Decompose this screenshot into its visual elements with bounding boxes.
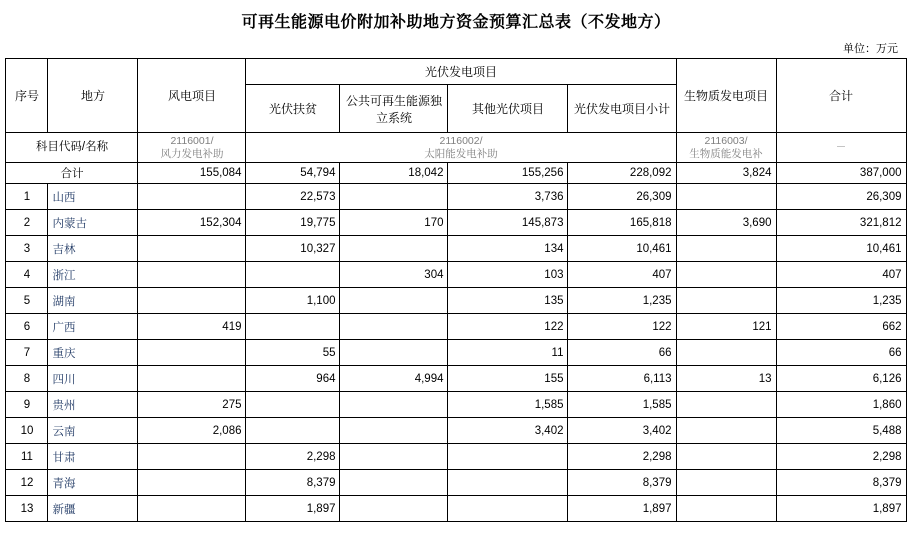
row-biomass: [676, 496, 776, 522]
col-header-biomass: 生物质发电项目: [676, 59, 776, 133]
table-header-row-1: [6, 59, 906, 85]
total-row-total: 387,000: [776, 163, 906, 184]
row-total: 1,897: [776, 496, 906, 522]
subject-code-row: [6, 133, 906, 163]
row-index: 2: [6, 210, 48, 236]
row-solar-other: 3,736: [448, 184, 568, 210]
row-biomass: [676, 184, 776, 210]
row-wind: [138, 262, 246, 288]
row-wind: [138, 288, 246, 314]
row-place: 内蒙古: [48, 210, 138, 236]
table-row: [6, 210, 906, 236]
table-row: [6, 262, 906, 288]
row-solar-poverty: 964: [246, 366, 340, 392]
row-solar-other: 122: [448, 314, 568, 340]
total-row-solar-poverty: 54,794: [246, 163, 340, 184]
budget-summary-table: [5, 58, 906, 522]
row-solar-subtotal: 10,461: [568, 236, 676, 262]
row-place: 甘肃: [48, 444, 138, 470]
row-solar-subtotal: 165,818: [568, 210, 676, 236]
row-index: 8: [6, 366, 48, 392]
row-solar-other: 145,873: [448, 210, 568, 236]
row-solar-other: 1,585: [448, 392, 568, 418]
subject-code-label: 科目代码/名称: [6, 133, 138, 163]
row-solar-public: [340, 340, 448, 366]
row-biomass: 13: [676, 366, 776, 392]
table-row: [6, 314, 906, 340]
row-index: 3: [6, 236, 48, 262]
row-solar-other: [448, 444, 568, 470]
row-solar-public: [340, 496, 448, 522]
row-solar-other: 134: [448, 236, 568, 262]
row-index: 11: [6, 444, 48, 470]
total-row-solar-other: 155,256: [448, 163, 568, 184]
row-biomass: [676, 262, 776, 288]
table-row: [6, 418, 906, 444]
row-solar-subtotal: 26,309: [568, 184, 676, 210]
subject-code-biomass-name: 生物质能发电补: [689, 147, 763, 160]
subject-code-solar: [246, 133, 676, 163]
row-index: 13: [6, 496, 48, 522]
row-biomass: [676, 444, 776, 470]
col-header-solar-subtotal: 光伏发电项目小计: [568, 85, 676, 133]
row-solar-subtotal: 3,402: [568, 418, 676, 444]
row-solar-subtotal: 407: [568, 262, 676, 288]
col-header-wind: 风电项目: [138, 59, 246, 133]
row-index: 6: [6, 314, 48, 340]
subject-code-wind-code: 2116001/: [170, 135, 214, 148]
table-row: [6, 288, 906, 314]
row-index: 4: [6, 262, 48, 288]
row-place: 云南: [48, 418, 138, 444]
row-wind: [138, 496, 246, 522]
col-header-solar-poverty: 光伏扶贫: [246, 85, 340, 133]
table-row: [6, 340, 906, 366]
total-row-label: 合计: [6, 163, 138, 184]
row-solar-subtotal: 122: [568, 314, 676, 340]
row-solar-poverty: 55: [246, 340, 340, 366]
table-row: [6, 184, 906, 210]
row-solar-subtotal: 66: [568, 340, 676, 366]
row-solar-other: [448, 496, 568, 522]
row-total: 5,488: [776, 418, 906, 444]
row-solar-poverty: 22,573: [246, 184, 340, 210]
row-solar-other: 135: [448, 288, 568, 314]
row-place: 四川: [48, 366, 138, 392]
table-row: [6, 236, 906, 262]
row-place: 青海: [48, 470, 138, 496]
row-index: 5: [6, 288, 48, 314]
table-row: [6, 366, 906, 392]
row-solar-poverty: [246, 392, 340, 418]
table-total-row: [6, 163, 906, 184]
row-solar-public: [340, 418, 448, 444]
row-place: 重庆: [48, 340, 138, 366]
total-row-wind: 155,084: [138, 163, 246, 184]
row-solar-subtotal: 1,235: [568, 288, 676, 314]
row-wind: [138, 236, 246, 262]
row-biomass: [676, 288, 776, 314]
row-total: 662: [776, 314, 906, 340]
row-solar-poverty: 2,298: [246, 444, 340, 470]
table-row: [6, 392, 906, 418]
row-solar-public: [340, 314, 448, 340]
row-place: 贵州: [48, 392, 138, 418]
row-solar-public: [340, 444, 448, 470]
row-wind: [138, 470, 246, 496]
row-place: 吉林: [48, 236, 138, 262]
row-solar-subtotal: 6,113: [568, 366, 676, 392]
row-solar-public: [340, 288, 448, 314]
row-solar-poverty: [246, 418, 340, 444]
col-header-index: 序号: [6, 59, 48, 133]
subject-code-wind-name: 风力发电补助: [160, 147, 224, 160]
row-index: 12: [6, 470, 48, 496]
row-biomass: [676, 340, 776, 366]
row-solar-poverty: [246, 314, 340, 340]
row-total: 407: [776, 262, 906, 288]
row-solar-public: [340, 392, 448, 418]
row-biomass: [676, 392, 776, 418]
row-total: 1,860: [776, 392, 906, 418]
row-total: 10,461: [776, 236, 906, 262]
row-solar-public: 304: [340, 262, 448, 288]
row-solar-public: 170: [340, 210, 448, 236]
table-row: [6, 496, 906, 522]
row-place: 湖南: [48, 288, 138, 314]
subject-code-biomass: [676, 133, 776, 163]
subject-code-solar-name: 太阳能发电补助: [424, 147, 498, 160]
row-place: 新疆: [48, 496, 138, 522]
row-total: 8,379: [776, 470, 906, 496]
row-wind: [138, 444, 246, 470]
row-solar-other: 11: [448, 340, 568, 366]
row-solar-public: [340, 236, 448, 262]
row-total: 1,235: [776, 288, 906, 314]
row-biomass: 121: [676, 314, 776, 340]
col-header-solar-other: 其他光伏项目: [448, 85, 568, 133]
table-row: [6, 470, 906, 496]
row-place: 广西: [48, 314, 138, 340]
total-row-solar-subtotal: 228,092: [568, 163, 676, 184]
row-solar-subtotal: 1,897: [568, 496, 676, 522]
row-total: 321,812: [776, 210, 906, 236]
unit-note-row: [0, 40, 912, 58]
row-solar-other: 155: [448, 366, 568, 392]
row-total: 66: [776, 340, 906, 366]
col-header-total: 合计: [776, 59, 906, 133]
total-row-solar-public: 18,042: [340, 163, 448, 184]
row-solar-poverty: 1,100: [246, 288, 340, 314]
row-index: 7: [6, 340, 48, 366]
row-solar-subtotal: 8,379: [568, 470, 676, 496]
subject-code-biomass-code: 2116003/: [704, 135, 748, 148]
row-biomass: [676, 470, 776, 496]
row-biomass: [676, 236, 776, 262]
row-index: 10: [6, 418, 48, 444]
row-solar-poverty: 10,327: [246, 236, 340, 262]
col-header-place: 地方: [48, 59, 138, 133]
row-total: 6,126: [776, 366, 906, 392]
row-index: 1: [6, 184, 48, 210]
row-place: 浙江: [48, 262, 138, 288]
row-solar-poverty: 8,379: [246, 470, 340, 496]
row-solar-public: [340, 470, 448, 496]
subject-code-wind: [138, 133, 246, 163]
row-solar-public: 4,994: [340, 366, 448, 392]
row-solar-other: 3,402: [448, 418, 568, 444]
row-index: 9: [6, 392, 48, 418]
row-solar-poverty: 19,775: [246, 210, 340, 236]
row-wind: 152,304: [138, 210, 246, 236]
row-wind: 419: [138, 314, 246, 340]
table-row: [6, 444, 906, 470]
subject-code-solar-code: 2116002/: [439, 135, 483, 148]
row-biomass: 3,690: [676, 210, 776, 236]
row-solar-other: [448, 470, 568, 496]
row-wind: [138, 184, 246, 210]
row-solar-subtotal: 2,298: [568, 444, 676, 470]
row-biomass: [676, 418, 776, 444]
unit-note: 单位：万元: [843, 43, 898, 55]
row-solar-poverty: 1,897: [246, 496, 340, 522]
row-solar-other: 103: [448, 262, 568, 288]
row-total: 2,298: [776, 444, 906, 470]
page-title: 可再生能源电价附加补助地方资金预算汇总表（不发地方）: [241, 14, 671, 31]
row-place: 山西: [48, 184, 138, 210]
row-wind: [138, 340, 246, 366]
row-wind: 275: [138, 392, 246, 418]
row-wind: [138, 366, 246, 392]
total-row-biomass: 3,824: [676, 163, 776, 184]
row-total: 26,309: [776, 184, 906, 210]
row-wind: 2,086: [138, 418, 246, 444]
row-solar-public: [340, 184, 448, 210]
row-solar-subtotal: 1,585: [568, 392, 676, 418]
col-header-solar-group: 光伏发电项目: [246, 59, 676, 85]
col-header-solar-public: 公共可再生能源独立系统: [340, 85, 448, 133]
row-solar-poverty: [246, 262, 340, 288]
subject-code-total: －: [776, 133, 906, 163]
